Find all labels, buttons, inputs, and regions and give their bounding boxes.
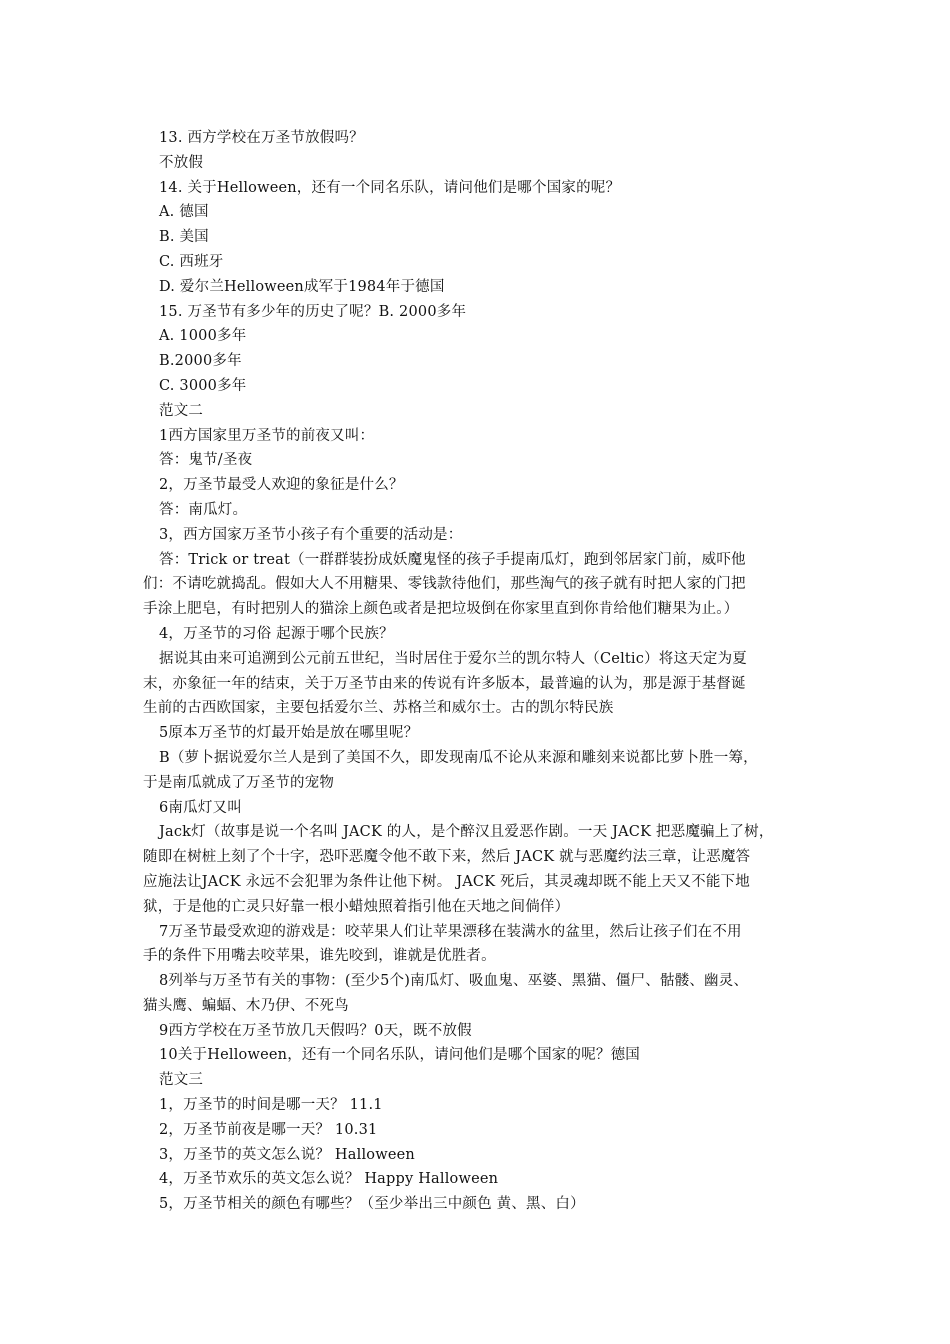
text-line: D. 爱尔兰Helloween成军于1984年于德国 bbox=[159, 278, 445, 295]
text-line: 们：不请吃就捣乱。假如大人不用糖果、零钱款待他们，那些淘气的孩子就有时把人家的门把 bbox=[143, 576, 746, 593]
text-line: B（萝卜据说爱尔兰人是到了美国不久，即发现南瓜不论从来源和雕刻来说都比萝卜胜一筹， bbox=[159, 749, 758, 766]
text-line: 末，亦象征一年的结束，关于万圣节由来的传说有许多版本，最普遍的认为，那是源于基督诞 bbox=[143, 675, 746, 692]
text-line: 于是南瓜就成了万圣节的宠物 bbox=[143, 774, 335, 791]
text-line: 6南瓜灯又叫 bbox=[159, 799, 242, 816]
text-line: 13. 西方学校在万圣节放假吗？ bbox=[159, 130, 364, 146]
text-line: 2，万圣节前夜是哪一天？ 10.31 bbox=[159, 1121, 378, 1138]
text-line: 4，万圣节欢乐的英文怎么说？ Happy Halloween bbox=[159, 1171, 499, 1188]
text-line: 猫头鹰、蝙蝠、木乃伊、不死鸟 bbox=[143, 997, 349, 1014]
text-line: 答：南瓜灯。 bbox=[159, 501, 248, 518]
section-heading: 范文二 bbox=[159, 402, 204, 419]
text-line: 5原本万圣节的灯最开始是放在哪里呢？ bbox=[159, 725, 419, 742]
text-line: B.2000多年 bbox=[159, 353, 242, 370]
document-body bbox=[143, 126, 813, 1217]
text-line: 8列举与万圣节有关的事物：(至少5个)南瓜灯、吸血鬼、巫婆、黑猫、僵尸、骷髅、幽灵、 bbox=[159, 973, 749, 990]
text-line: 1，万圣节的时间是哪一天？ 11.1 bbox=[159, 1097, 383, 1114]
text-line: 7万圣节最受欢迎的游戏是：咬苹果人们让苹果漂移在装满水的盆里，然后让孩子们在不用 bbox=[159, 923, 742, 940]
text-line: 手涂上肥皂，有时把别人的猫涂上颜色或者是把垃圾倒在你家里直到你肯给他们糖果为止。） bbox=[143, 601, 739, 618]
text-line: 2，万圣节最受人欢迎的象征是什么？ bbox=[159, 477, 404, 494]
text-line: 3，西方国家万圣节小孩子有个重要的活动是： bbox=[159, 526, 463, 543]
text-line: 9西方学校在万圣节放几天假吗？0天，既不放假 bbox=[159, 1022, 472, 1039]
text-line: 据说其由来可追溯到公元前五世纪，当时居住于爱尔兰的凯尔特人（Celtic）将这天定为夏 bbox=[159, 650, 747, 667]
text-line: 生前的古西欧国家，主要包括爱尔兰、苏格兰和威尔士。古的凯尔特民族 bbox=[143, 700, 614, 717]
text-line: Jack灯（故事是说一个名叫 JACK 的人，是个醉汉且爱恶作剧。一天 JACK 把恶魔骗上了树， bbox=[159, 824, 774, 841]
text-line: 不放假 bbox=[159, 154, 204, 171]
text-line: A. 1000多年 bbox=[159, 328, 247, 345]
text-line: 15. 万圣节有多少年的历史了呢？B. 2000多年 bbox=[159, 303, 467, 320]
text-line: 10关于Helloween，还有一个同名乐队，请问他们是哪个国家的呢？德国 bbox=[159, 1047, 640, 1064]
text-line: 4，万圣节的习俗 起源于哪个民族？ bbox=[159, 625, 394, 642]
text-line: 14. 关于Helloween，还有一个同名乐队，请问他们是哪个国家的呢？ bbox=[159, 179, 621, 196]
text-line: 答：Trick or treat（一群群装扮成妖魔鬼怪的孩子手提南瓜灯，跑到邻居家门前，威吓他 bbox=[159, 551, 746, 568]
text-line: C. 3000多年 bbox=[159, 377, 247, 394]
text-line: 狱，于是他的亡灵只好靠一根小蜡烛照着指引他在天地之间倘佯） bbox=[143, 898, 570, 915]
text-line: 5，万圣节相关的颜色有哪些？（至少举出三中颜色 黄、黑、白） bbox=[159, 1196, 585, 1213]
text-line: 答：鬼节/圣夜 bbox=[159, 452, 253, 469]
text-line: 随即在树桩上刻了个十字，恐吓恶魔令他不敢下来，然后 JACK 就与恶魔约法三章，让恶魔答 bbox=[143, 849, 751, 866]
section-heading: 范文三 bbox=[159, 1072, 204, 1089]
text-line: 应施法让JACK 永远不会犯罪为条件让他下树。 JACK 死后，其灵魂却既不能上天又不能下地 bbox=[143, 873, 750, 890]
text-line: 手的条件下用嘴去咬苹果，谁先咬到，谁就是优胜者。 bbox=[143, 948, 496, 965]
text-line: 3，万圣节的英文怎么说？ Halloween bbox=[159, 1146, 415, 1163]
text-line: C. 西班牙 bbox=[159, 253, 224, 270]
text-line: 1西方国家里万圣节的前夜又叫： bbox=[159, 427, 375, 444]
text-line: A. 德国 bbox=[159, 204, 209, 221]
text-line: B. 美国 bbox=[159, 229, 209, 246]
